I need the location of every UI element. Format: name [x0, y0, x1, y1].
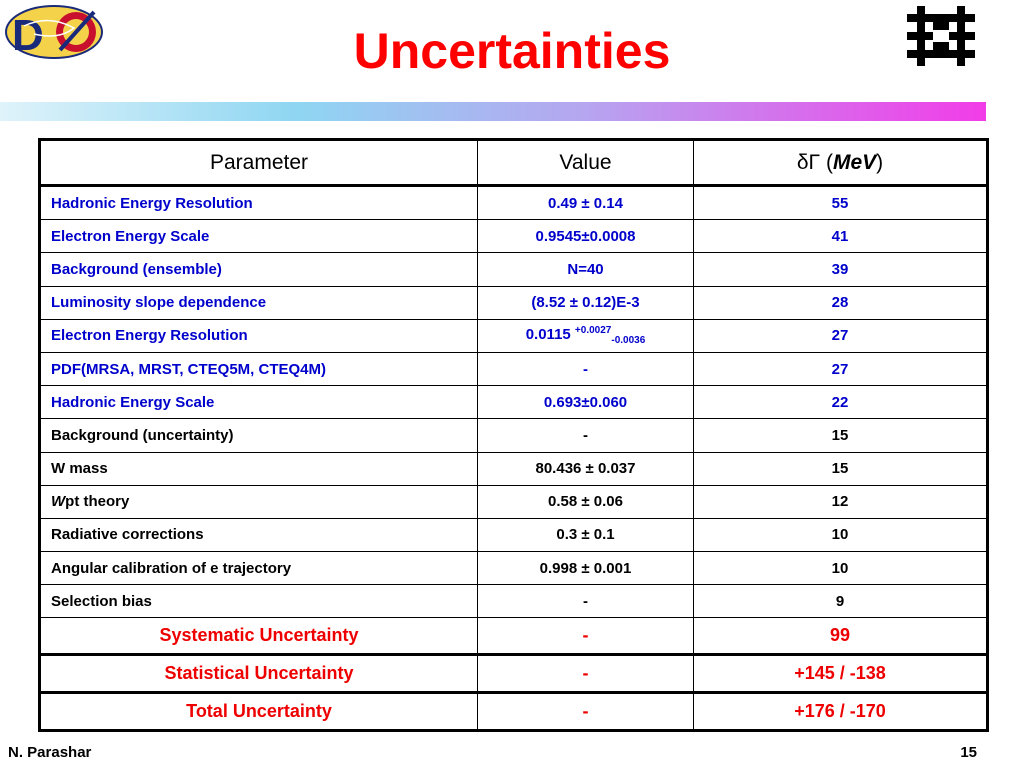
- row-delta: 41: [694, 220, 988, 253]
- title-gradient-bar: [0, 102, 986, 121]
- row-value: N=40: [478, 253, 694, 286]
- row-value: 0.49 ± 0.14: [478, 186, 694, 220]
- row-parameter: Angular calibration of e trajectory: [40, 552, 478, 585]
- row-value: -: [478, 419, 694, 452]
- row-delta: 39: [694, 253, 988, 286]
- summary-parameter: Systematic Uncertainty: [40, 618, 478, 655]
- row-parameter: PDF(MRSA, MRST, CTEQ5M, CTEQ4M): [40, 352, 478, 385]
- row-value: (8.52 ± 0.12)E-3: [478, 286, 694, 319]
- table-row: [40, 452, 988, 485]
- row-delta: 15: [694, 452, 988, 485]
- row-parameter: Hadronic Energy Resolution: [40, 186, 478, 220]
- summary-value: -: [478, 655, 694, 693]
- row-value: 80.436 ± 0.037: [478, 452, 694, 485]
- row-delta: 10: [694, 552, 988, 585]
- uncertainties-table: [38, 138, 989, 732]
- row-parameter: Radiative corrections: [40, 518, 478, 551]
- table-row: [40, 186, 988, 220]
- row-parameter: Electron Energy Resolution: [40, 319, 478, 352]
- row-parameter: Background (ensemble): [40, 253, 478, 286]
- table-header-row: [40, 140, 988, 186]
- footer-page-number: 15: [960, 744, 977, 761]
- row-parameter: Luminosity slope dependence: [40, 286, 478, 319]
- row-delta: 15: [694, 419, 988, 452]
- row-delta: 12: [694, 485, 988, 518]
- table-row: [40, 319, 988, 352]
- table-row: [40, 386, 988, 419]
- row-value: 0.0115 $^{+0.0027}_{-0.0036}$: [478, 319, 694, 352]
- table-row: [40, 585, 988, 618]
- table-row: [40, 485, 988, 518]
- row-delta: 28: [694, 286, 988, 319]
- row-delta: 22: [694, 386, 988, 419]
- svg-text:D: D: [12, 11, 44, 60]
- table-row: [40, 518, 988, 551]
- footer-author: N. Parashar: [8, 744, 92, 761]
- header-parameter: Parameter: [40, 140, 478, 186]
- summary-delta: 99: [694, 618, 988, 655]
- summary-row-total: [40, 693, 988, 731]
- table-row: [40, 419, 988, 452]
- header-delta-gamma: δΓ (MeV): [694, 140, 988, 186]
- summary-value: -: [478, 693, 694, 731]
- summary-parameter: Statistical Uncertainty: [40, 655, 478, 693]
- summary-row-statistical: [40, 655, 988, 693]
- row-parameter: Wpt theory: [40, 485, 478, 518]
- summary-value: -: [478, 618, 694, 655]
- summary-delta: +145 / -138: [694, 655, 988, 693]
- row-value: 0.9545±0.0008: [478, 220, 694, 253]
- table-row: [40, 552, 988, 585]
- summary-delta: +176 / -170: [694, 693, 988, 731]
- table-row: [40, 220, 988, 253]
- summary-parameter: Total Uncertainty: [40, 693, 478, 731]
- row-delta: 9: [694, 585, 988, 618]
- slide-title: Uncertainties: [353, 23, 671, 79]
- row-delta: 55: [694, 186, 988, 220]
- table-row: [40, 286, 988, 319]
- row-value: -: [478, 585, 694, 618]
- row-delta: 10: [694, 518, 988, 551]
- table-row: [40, 253, 988, 286]
- row-value: 0.693±0.060: [478, 386, 694, 419]
- row-value: 0.998 ± 0.001: [478, 552, 694, 585]
- row-value: -: [478, 352, 694, 385]
- row-value: 0.3 ± 0.1: [478, 518, 694, 551]
- header-value: Value: [478, 140, 694, 186]
- row-parameter: Hadronic Energy Scale: [40, 386, 478, 419]
- row-value: 0.58 ± 0.06: [478, 485, 694, 518]
- row-delta: 27: [694, 319, 988, 352]
- table-row: [40, 352, 988, 385]
- row-delta: 27: [694, 352, 988, 385]
- row-parameter: Electron Energy Scale: [40, 220, 478, 253]
- row-parameter: Background (uncertainty): [40, 419, 478, 452]
- row-parameter: Selection bias: [40, 585, 478, 618]
- row-parameter: W mass: [40, 452, 478, 485]
- summary-row-systematic: [40, 618, 988, 655]
